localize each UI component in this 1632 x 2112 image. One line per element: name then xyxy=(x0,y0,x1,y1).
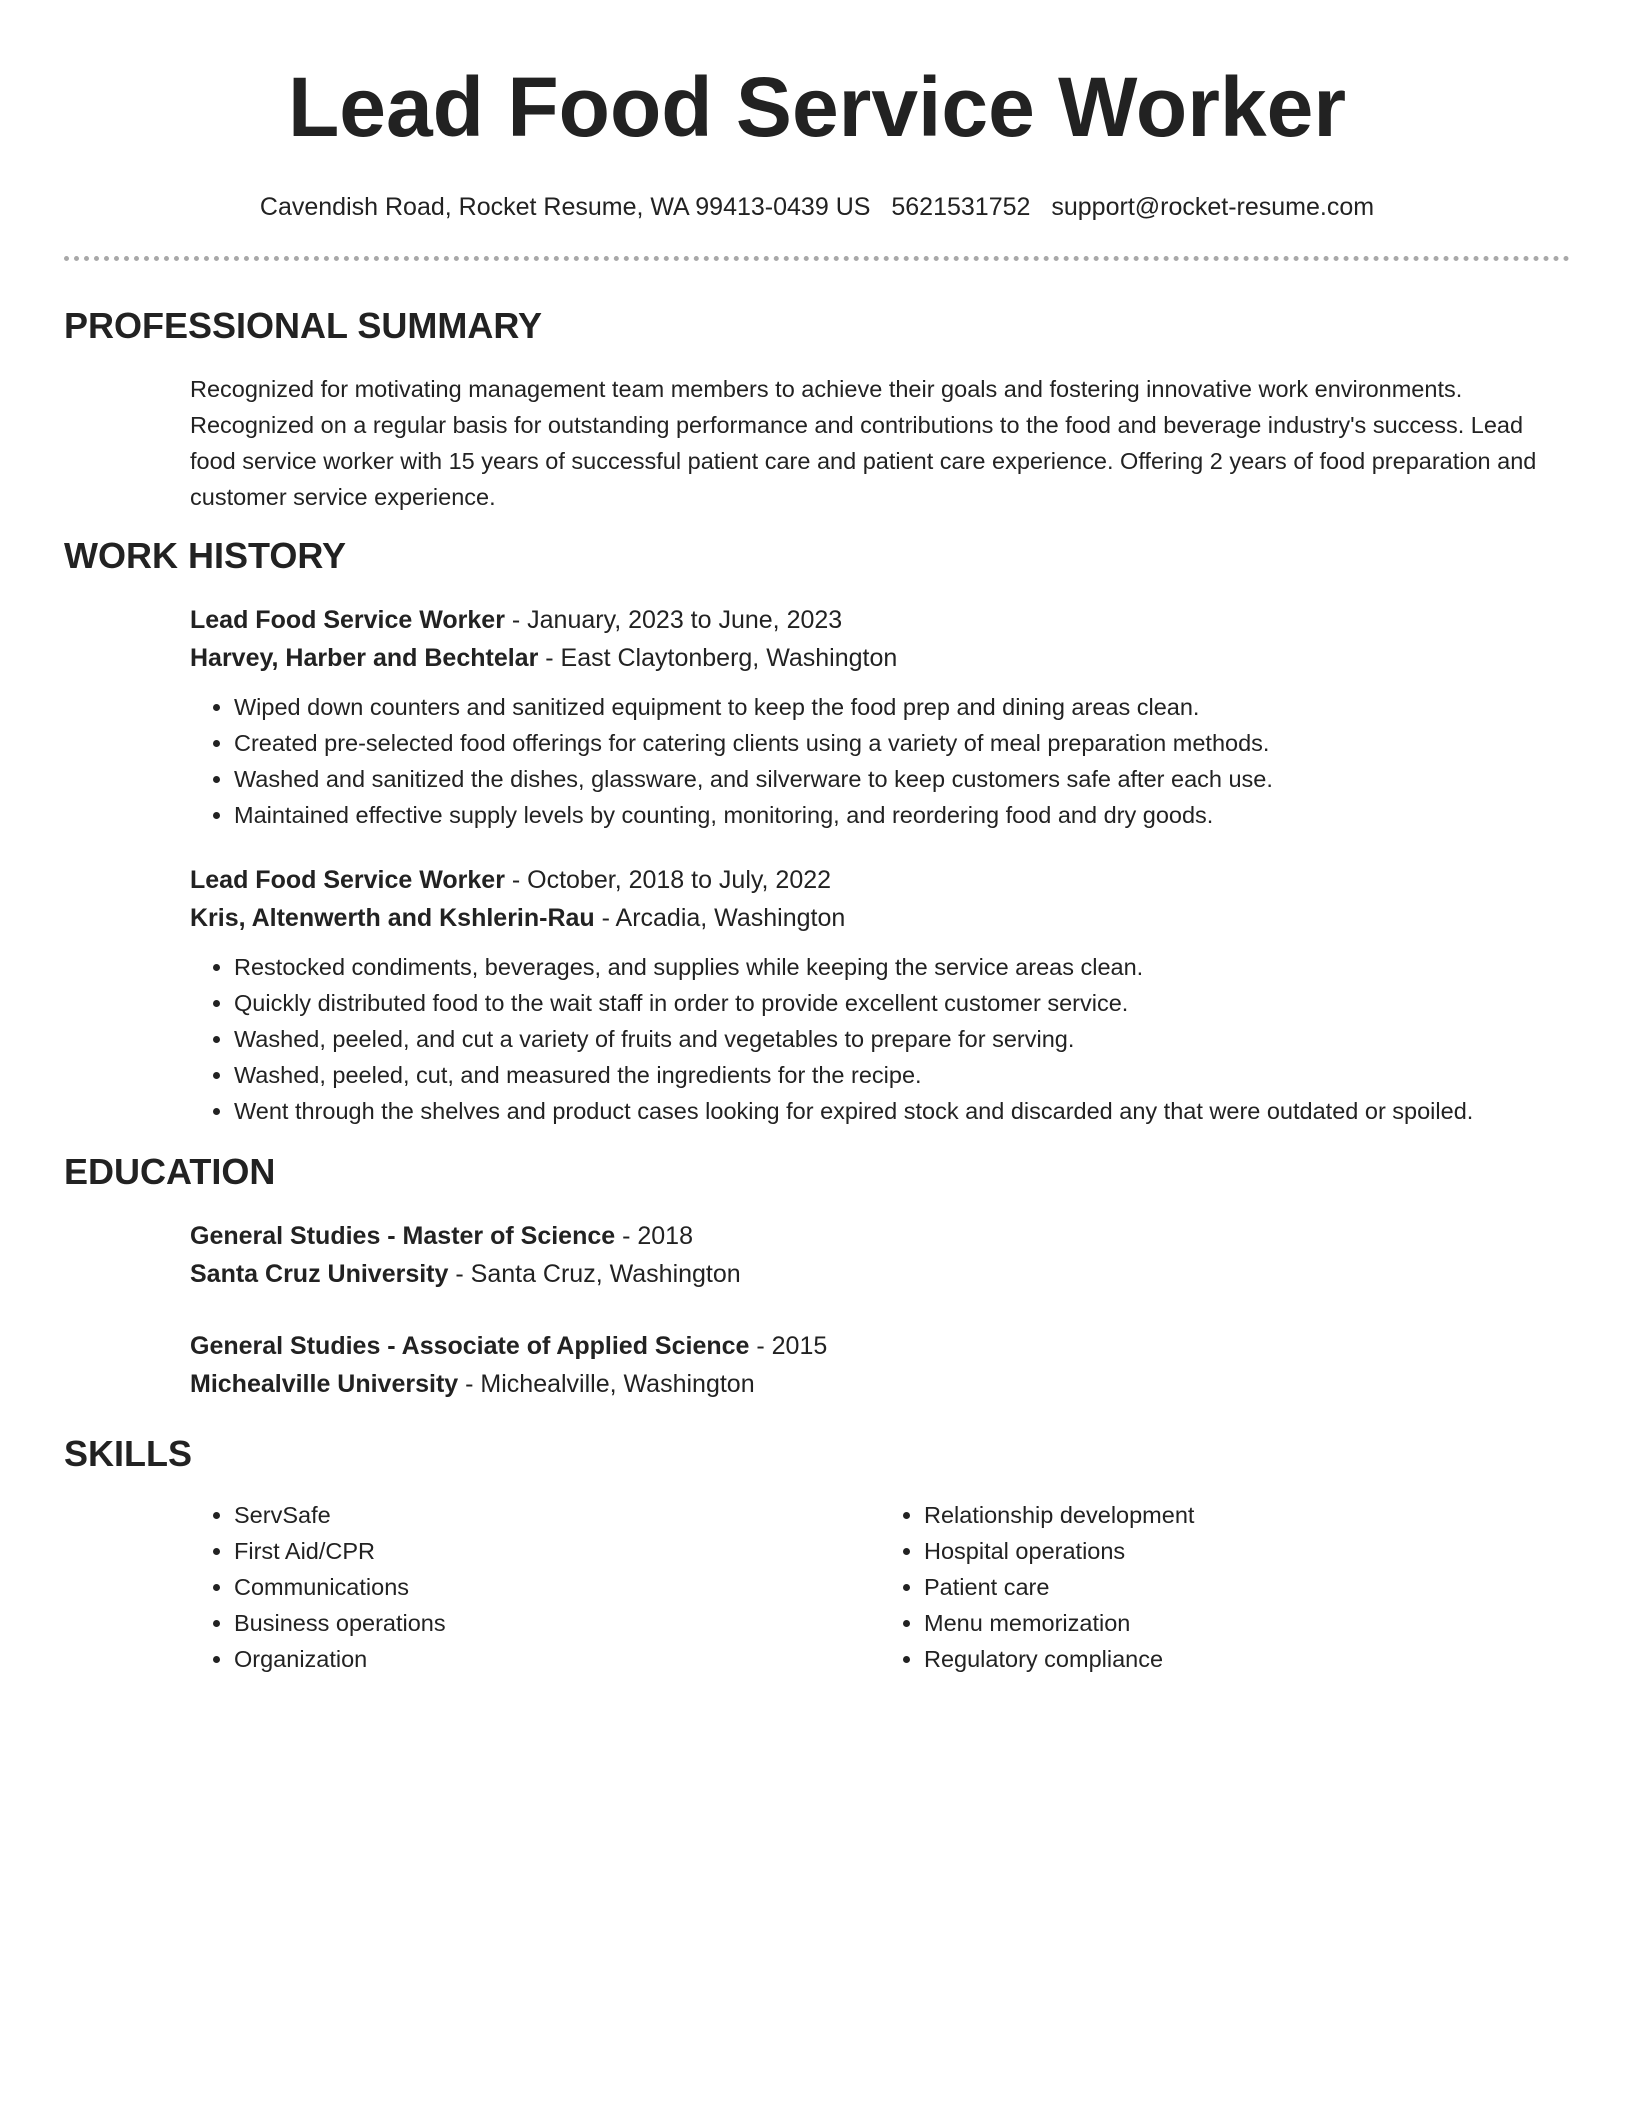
job-dates: - October, 2018 to July, 2022 xyxy=(504,866,832,894)
section-title-summary: PROFESSIONAL SUMMARY xyxy=(64,305,543,346)
list-item: • Went through the shelves and product cases looking for expired stock and discarded any that were outdated or spoiled. xyxy=(234,1093,1570,1129)
skills-right-column xyxy=(880,1497,1570,1677)
skill-item: • Menu memorization xyxy=(924,1605,1570,1641)
list-item: • Quickly distributed food to the wait staff in order to provide excellent customer service. xyxy=(234,985,1570,1021)
list-item: • Washed and sanitized the dishes, glassware, and silverware to keep customers safe after each use. xyxy=(234,761,1570,797)
skill-item: • Organization xyxy=(234,1641,880,1677)
education-school: Santa Cruz University xyxy=(190,1260,449,1288)
education-degree-line xyxy=(190,1327,1570,1365)
job-title-line xyxy=(190,861,1570,899)
skills-columns xyxy=(190,1497,1570,1677)
education-degree: General Studies - Master of Science xyxy=(190,1222,616,1250)
education-location: - Santa Cruz, Washington xyxy=(448,1260,741,1288)
education-degree: General Studies - Associate of Applied Science xyxy=(190,1332,750,1360)
skill-item: • Relationship development xyxy=(924,1497,1570,1533)
contact-email: support@rocket-resume.com xyxy=(1051,193,1375,221)
education-school: Michealville University xyxy=(190,1370,459,1398)
education-degree-line xyxy=(190,1217,1570,1255)
job-title-line xyxy=(190,601,1570,639)
education-year: - 2015 xyxy=(749,1332,828,1360)
skills-left-column xyxy=(190,1497,880,1677)
job-location: - Arcadia, Washington xyxy=(594,904,846,932)
education-entry xyxy=(190,1327,1570,1403)
job-company: Kris, Altenwerth and Kshlerin-Rau xyxy=(190,904,595,932)
list-item: • Washed, peeled, cut, and measured the ingredients for the recipe. xyxy=(234,1057,1570,1093)
section-title-work-history: WORK HISTORY xyxy=(64,535,347,576)
skill-item: • Business operations xyxy=(234,1605,880,1641)
section-title-education: EDUCATION xyxy=(64,1151,276,1192)
list-item: • Created pre-selected food offerings for catering clients using a variety of meal preparation methods. xyxy=(234,725,1570,761)
education-school-line xyxy=(190,1365,1570,1403)
list-item: • Restocked condiments, beverages, and supplies while keeping the service areas clean. xyxy=(234,949,1570,985)
education-location: - Michealville, Washington xyxy=(458,1370,755,1398)
job-bullets xyxy=(190,949,1570,1129)
list-item: • Wiped down counters and sanitized equipment to keep the food prep and dining areas clean. xyxy=(234,689,1570,725)
resume-page xyxy=(64,0,1570,1677)
job-role: Lead Food Service Worker xyxy=(190,606,505,634)
contact-address: Cavendish Road, Rocket Resume, WA 99413-0439 US xyxy=(259,193,871,221)
education-entry xyxy=(190,1217,1570,1293)
summary-text: Recognized for motivating management team members to achieve their goals and fostering innovative work environments. Recognized on a regular basis for outstanding performance and contributions to the food and beverage industry's success. Lead food service worker with 15 years of successful patient care and patient care experience. Offering 2 years of food preparation and customer service experience. xyxy=(190,376,1537,510)
job-bullets xyxy=(190,689,1570,833)
list-item: • Washed, peeled, and cut a variety of fruits and vegetables to prepare for serving. xyxy=(234,1021,1570,1057)
education-year: - 2018 xyxy=(615,1222,693,1250)
resume-name: Lead Food Service Worker xyxy=(287,60,1347,154)
skill-item: • ServSafe xyxy=(234,1497,880,1533)
skill-item: • Hospital operations xyxy=(924,1533,1570,1569)
list-item: • Maintained effective supply levels by counting, monitoring, and reordering food and dry goods. xyxy=(234,797,1570,833)
section-title-skills: SKILLS xyxy=(64,1433,193,1474)
contact-phone: 5621531752 xyxy=(891,193,1031,221)
job-company: Harvey, Harber and Bechtelar xyxy=(190,644,539,672)
header-divider xyxy=(64,256,1570,261)
job-entry xyxy=(190,601,1570,833)
job-role: Lead Food Service Worker xyxy=(190,866,505,894)
job-location: - East Claytonberg, Washington xyxy=(538,644,898,672)
job-company-line xyxy=(190,639,1570,677)
education-school-line xyxy=(190,1255,1570,1293)
skill-item: • Communications xyxy=(234,1569,880,1605)
job-dates: - January, 2023 to June, 2023 xyxy=(504,606,843,634)
contact-line xyxy=(64,192,1570,222)
skill-item: • First Aid/CPR xyxy=(234,1533,880,1569)
skill-item: • Patient care xyxy=(924,1569,1570,1605)
job-entry xyxy=(190,861,1570,1129)
job-company-line xyxy=(190,899,1570,937)
skill-item: • Regulatory compliance xyxy=(924,1641,1570,1677)
